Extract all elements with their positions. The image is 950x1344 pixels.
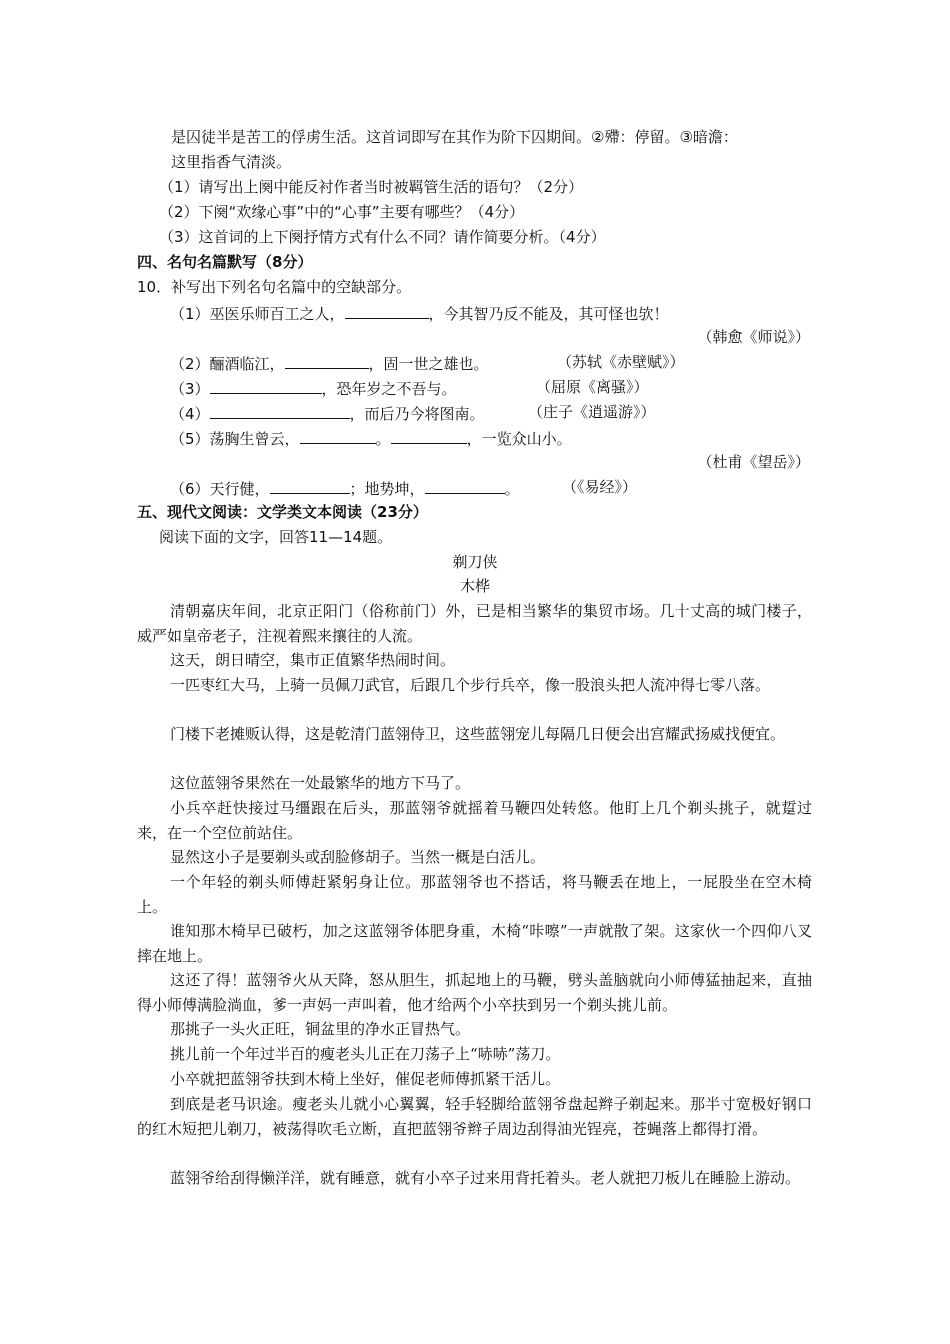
article-paragraph: 谁知那木椅早已破朽，加之这蓝翎爷体肥身重，木椅“咔嚓”一声就散了架。这家伙一个四仰八叉摔在地上。 (137, 922, 812, 965)
fill-blank[interactable] (210, 402, 350, 419)
question-10-prompt: 10．补写出下列名句名篇中的空缺部分。 (137, 278, 412, 296)
fill-item-5 (170, 427, 572, 449)
fill-item-4 (170, 402, 485, 424)
question-1: （1）请写出上阕中能反衬作者当时被羁管生活的语句？（2分） (159, 178, 584, 196)
fill-item-2-text-b: ，固一世之雄也。 (368, 355, 489, 373)
fill-blank[interactable] (391, 427, 467, 444)
question-2: （2）下阕“欢缘心事”中的“心事”主要有哪些？（4分） (159, 203, 525, 221)
note-line-2: 这里指香气清淡。 (171, 153, 292, 171)
question-3: （3）这首词的上下阕抒情方式有什么不同？请作简要分析。（4分） (159, 228, 606, 246)
fill-item-6-text-b: ；地势坤， (349, 480, 425, 498)
fill-blank[interactable] (285, 352, 369, 369)
fill-item-4-source: （庄子《逍遥游》） (528, 403, 656, 421)
fill-item-2-source: （苏轼《赤壁赋》） (557, 353, 685, 371)
fill-blank[interactable] (270, 477, 350, 494)
reading-instruction: 阅读下面的文字，回答11—14题。 (159, 528, 393, 546)
article-author: 木桦 (459, 577, 490, 595)
fill-item-6-text-a: （6）天行健， (170, 480, 270, 498)
article-title: 剃刀侠 (452, 553, 498, 571)
fill-blank[interactable] (300, 427, 376, 444)
fill-item-4-text-a: （4） (170, 405, 210, 423)
article-paragraph: 这还了得！蓝翎爷火从天降，怒从胆生，抓起地上的马鞭，劈头盖脑就向小师傅猛抽起来，直抽得小师傅满脸淌血，爹一声妈一声叫着，他才给两个小卒扶到另一个剃头挑儿前。 (137, 971, 812, 1014)
fill-item-1 (170, 302, 669, 324)
fill-item-2 (170, 352, 489, 374)
article-paragraph: 挑儿前一个年过半百的瘦老头儿正在刀荡子上“哧哧”荡刀。 (170, 1045, 561, 1063)
fill-item-4-text-b: ，而后乃今将图南。 (349, 405, 485, 423)
fill-item-3-text-a: （3） (170, 380, 210, 398)
article-paragraph: 一个年轻的剃头师傅赶紧躬身让位。那蓝翎爷也不搭话，将马鞭丢在地上，一屁股坐在空木椅上。 (137, 873, 812, 916)
fill-item-1-text-a: （1）巫医乐师百工之人， (170, 305, 345, 323)
fill-blank[interactable] (210, 377, 322, 394)
article-paragraph: 小卒就把蓝翎爷扶到木椅上坐好，催促老师傅抓紧干活儿。 (170, 1070, 561, 1088)
fill-item-5-text-b: 。 (375, 430, 391, 448)
note-line-1: 是囚徒半是苦工的俘虏生活。这首词即写在其作为阶下囚期间。②殢：停留。③暗澹： (171, 128, 738, 146)
article-paragraph: 蓝翎爷给刮得懒洋洋，就有睡意，就有小卒子过来用背托着头。老人就把刀板儿在睡脸上游动。 (170, 1169, 801, 1187)
fill-item-6 (170, 477, 520, 499)
fill-item-1-text-b: ，今其智乃反不能及，其可怪也欤！ (428, 305, 669, 323)
fill-item-5-text-c: ，一览众山小。 (466, 430, 572, 448)
fill-item-5-source: （杜甫《望岳》） (697, 453, 810, 471)
article-paragraph: 门楼下老摊贩认得，这是乾清门蓝翎侍卫，这些蓝翎宠儿每隔几日便会出宫耀武扬威找便宜。 (170, 725, 786, 743)
fill-item-2-text-a: （2）酾酒临江， (170, 355, 285, 373)
article-paragraph: 这位蓝翎爷果然在一处最繁华的地方下马了。 (170, 774, 471, 792)
fill-blank[interactable] (425, 477, 505, 494)
article-paragraph: 到底是老马识途。瘦老头儿就小心翼翼，轻手轻脚给蓝翎爷盘起辫子剃起来。那半寸宽极好钢口的红木短把儿剃刀，被荡得吹毛立断，直把蓝翎爷辫子周边刮得油光锃亮，苍蝇落上都得打滑。 (137, 1095, 812, 1138)
fill-item-3-source: （屈原《离骚》） (536, 378, 649, 396)
section-4-heading: 四、名句名篇默写（8分） (137, 253, 313, 271)
fill-blank[interactable] (345, 302, 429, 319)
article-paragraph: 小兵卒赶快接过马缰跟在后头，那蓝翎爷就摇着马鞭四处转悠。他盯上几个剃头挑子，就踅过来，在一个空位前站住。 (137, 799, 812, 842)
fill-item-6-source: （《易经》） (562, 478, 638, 496)
article-paragraph: 清朝嘉庆年间，北京正阳门（俗称前门）外，已是相当繁华的集贸市场。几十丈高的城门楼子，威严如皇帝老子，注视着熙来攘往的人流。 (137, 602, 812, 645)
fill-item-5-text-a: （5）荡胸生曾云， (170, 430, 300, 448)
section-5-heading: 五、现代文阅读：文学类文本阅读（23分） (137, 503, 428, 521)
article-paragraph: 显然这小子是要剃头或刮脸修胡子。当然一概是白活儿。 (170, 848, 546, 866)
fill-item-6-text-c: 。 (504, 480, 520, 498)
article-paragraph: 一匹枣红大马，上骑一员佩刀武官，后跟几个步行兵卒，像一股浪头把人流冲得七零八落。 (170, 676, 771, 694)
fill-item-3-text-b: ，恐年岁之不吾与。 (321, 380, 457, 398)
article-paragraph: 那挑子一头火正旺，铜盆里的净水正冒热气。 (170, 1020, 471, 1038)
fill-item-3 (170, 377, 457, 399)
fill-item-1-source: （韩愈《师说》） (697, 328, 810, 346)
article-paragraph: 这天，朗日晴空，集市正值繁华热闹时间。 (170, 651, 456, 669)
